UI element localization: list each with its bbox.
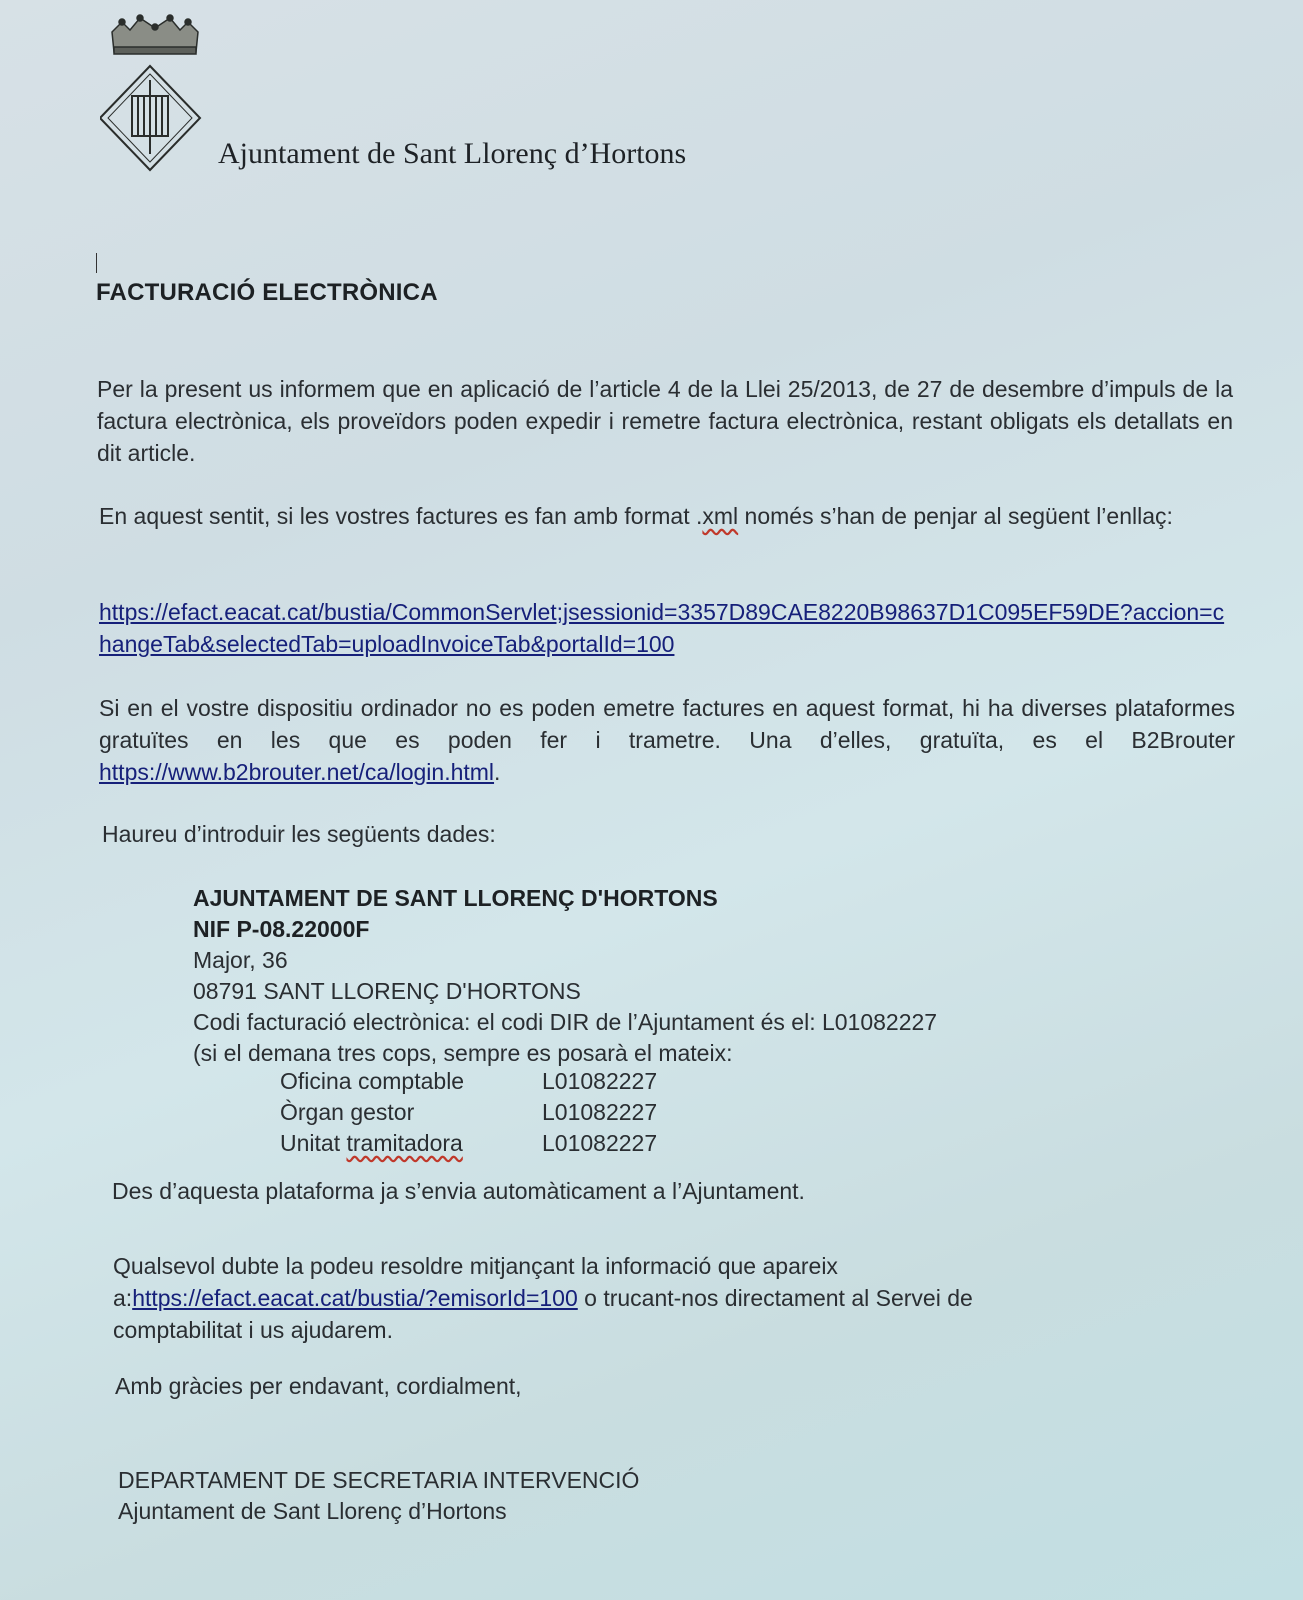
shield-icon bbox=[100, 66, 200, 170]
code-label: Oficina comptable bbox=[280, 1068, 465, 1094]
document-title: FACTURACIÓ ELECTRÒNICA bbox=[96, 279, 438, 306]
code-label-main: Unitat bbox=[280, 1130, 347, 1156]
xml-paragraph-after: només s’han de penjar al següent l’enllaç: bbox=[738, 503, 1173, 529]
nif-number: NIF P-08.22000F bbox=[193, 916, 370, 942]
doubts-after: o trucant-nos directament al Servei de comptabilitat i us ajudarem. bbox=[113, 1285, 973, 1343]
spellcheck-flagged-word: xml bbox=[702, 503, 739, 529]
platforms-paragraph bbox=[99, 692, 1235, 788]
doubts-paragraph bbox=[113, 1250, 1098, 1346]
department-name: DEPARTAMENT DE SECRETARIA INTERVENCIÓ bbox=[118, 1467, 640, 1493]
repeat-note: (si el demana tres cops, sempre es posarà el mateix: bbox=[193, 1040, 733, 1066]
b2brouter-link[interactable]: https://www.b2brouter.net/ca/login.html bbox=[99, 759, 495, 785]
street-address: Major, 36 bbox=[193, 947, 288, 973]
invoice-details-block bbox=[193, 883, 937, 1069]
xml-paragraph-before: En aquest sentit, si les vostres factures es fan amb format . bbox=[99, 503, 703, 529]
code-value: L01082227 bbox=[542, 1068, 658, 1094]
dir-code-line: Codi facturació electrònica: el codi DIR de l’Ajuntament és el: L01082227 bbox=[193, 1009, 938, 1035]
dir-codes-list bbox=[280, 1066, 657, 1159]
signature-org: Ajuntament de Sant Llorenç d’Hortons bbox=[118, 1498, 507, 1524]
data-intro-text: Haureu d’introduir les següents dades: bbox=[102, 821, 496, 847]
intro-paragraph: Per la present us informem que en aplicació de l’article 4 de la Llei 25/2013, de 27 de desembre d’impuls de la factura electrònica, els proveïdors poden expedir i remetre factura electrònica, restant obligats els detallats en dit article. bbox=[97, 376, 1233, 466]
upload-invoice-link[interactable]: https://efact.eacat.cat/bustia/CommonServlet;jsessionid=3357D89CAE8220B98637D1C095EF59DE?accion=changeTab&selectedTab=uploadInvoiceTab&portalId=100 bbox=[99, 599, 1225, 657]
code-value: L01082227 bbox=[542, 1099, 658, 1125]
city-address: 08791 SANT LLORENÇ D'HORTONS bbox=[193, 978, 581, 1004]
entity-name: AJUNTAMENT DE SANT LLORENÇ D'HORTONS bbox=[193, 885, 718, 911]
doubts-before: Qualsevol dubte la podeu resoldre mitjançant la informació que apareix a: bbox=[113, 1253, 838, 1311]
upload-link-paragraph bbox=[99, 596, 1234, 660]
code-label: Òrgan gestor bbox=[280, 1099, 415, 1125]
code-row bbox=[280, 1097, 657, 1128]
signature-block bbox=[118, 1465, 639, 1527]
auto-send-text: Des d’aquesta plataforma ja s’envia automàticament a l’Ajuntament. bbox=[112, 1178, 805, 1204]
crown-icon bbox=[112, 15, 198, 54]
xml-paragraph bbox=[99, 500, 1229, 532]
text-cursor bbox=[96, 253, 97, 273]
municipal-crest-logo bbox=[100, 14, 210, 174]
code-value: L01082227 bbox=[542, 1130, 658, 1156]
platforms-end: . bbox=[494, 759, 501, 785]
code-row bbox=[280, 1128, 657, 1159]
code-label bbox=[280, 1128, 542, 1159]
emisor-link[interactable]: https://efact.eacat.cat/bustia/?emisorId=100 bbox=[132, 1285, 578, 1311]
platforms-text: Si en el vostre dispositiu ordinador no es poden emetre factures en aquest format, hi ha diverses plataformes gratuïtes en les que es poden fer i trametre. Una d’elles, gratuïta, es el B2Brouter bbox=[99, 695, 1235, 753]
closing-text: Amb gràcies per endavant, cordialment, bbox=[115, 1373, 522, 1399]
letterhead-title: Ajuntament de Sant Llorenç d’Hortons bbox=[218, 137, 687, 170]
code-row bbox=[280, 1066, 657, 1097]
spellcheck-flagged-word: tramitadora bbox=[346, 1130, 463, 1156]
